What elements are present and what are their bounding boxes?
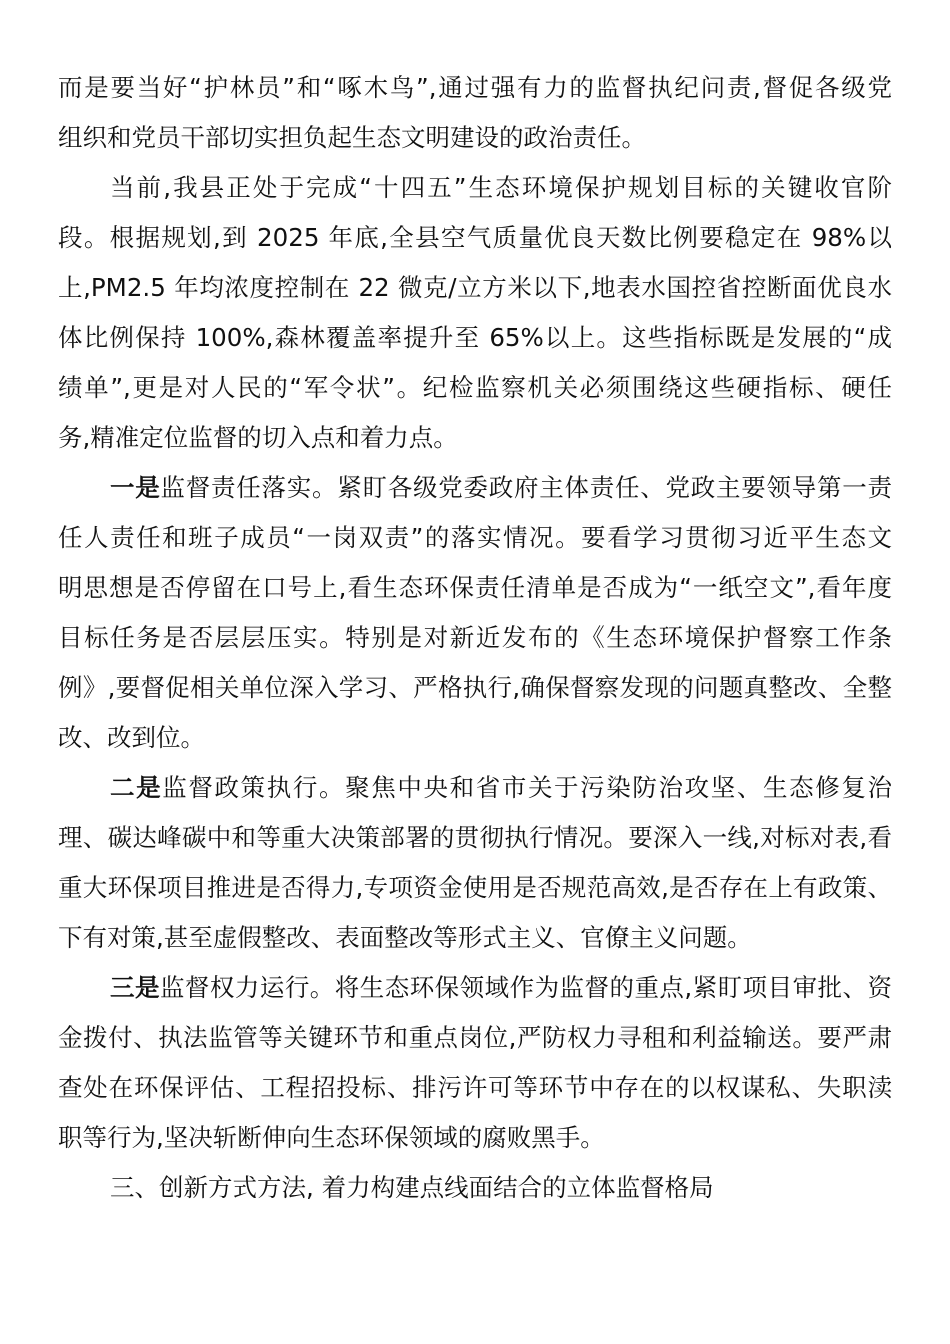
paragraph-point-two — [58, 763, 892, 963]
text-line: 而是要当好“护林员”和“啄木鸟”,通过强有力的监督执纪问责,督促各级党 — [58, 73, 892, 102]
line-text: 监督政策执行。聚焦中央和省市关于污染防治攻坚、生态修复治 — [162, 773, 893, 802]
text-line: 段。根据规划,到 2025 年底,全县空气质量优良天数比例要稳定在 98%以 — [58, 223, 892, 252]
document-page — [58, 63, 892, 1213]
text-line: 改、改到位。 — [58, 723, 205, 752]
text-line: 查处在环保评估、工程招投标、排污许可等环节中存在的以权谋私、失职渎 — [58, 1073, 892, 1102]
text-line: 上,PM2.5 年均浓度控制在 22 微克/立方米以下,地表水国控省控断面优良水 — [58, 273, 892, 302]
section-heading — [58, 1163, 892, 1213]
text-line: 理、碳达峰碳中和等重大决策部署的贯彻执行情况。要深入一线,对标对表,看 — [58, 823, 892, 852]
line-text: 监督责任落实。紧盯各级党委政府主体责任、党政主要领导第一责 — [160, 473, 892, 502]
paragraph-point-one — [58, 463, 892, 763]
text-line: 目标任务是否层层压实。特别是对新近发布的《生态环境保护督察工作条 — [58, 623, 892, 652]
section-heading-text: 三、创新方式方法, 着力构建点线面结合的立体监督格局 — [110, 1173, 714, 1202]
text-line: 明思想是否停留在口号上,看生态环保责任清单是否成为“一纸空文”,看年度 — [58, 573, 892, 602]
text-line — [58, 963, 892, 1013]
text-line: 职等行为,坚决斩断伸向生态环保领域的腐败黑手。 — [58, 1123, 605, 1152]
paragraph-point-three — [58, 963, 892, 1163]
text-line: 体比例保持 100%,森林覆盖率提升至 65%以上。这些指标既是发展的“成 — [58, 323, 892, 352]
paragraph-continuation — [58, 63, 892, 163]
text-line: 金拨付、执法监管等关键环节和重点岗位,严防权力寻租和利益输送。要严肃 — [58, 1023, 892, 1052]
text-line: 务,精准定位监督的切入点和着力点。 — [58, 423, 458, 452]
text-line: 重大环保项目推进是否得力,专项资金使用是否规范高效,是否存在上有政策、 — [58, 873, 892, 902]
line-text: 监督权力运行。将生态环保领域作为监督的重点,紧盯项目审批、资 — [159, 973, 892, 1002]
text-line: 当前,我县正处于完成“十四五”生态环境保护规划目标的关键收官阶 — [110, 173, 892, 202]
text-line — [58, 463, 892, 513]
text-line: 绩单”,更是对人民的“军令状”。纪检监察机关必须围绕这些硬指标、硬任 — [58, 373, 892, 402]
lead-label: 二是 — [110, 773, 163, 802]
text-line: 组织和党员干部切实担负起生态文明建设的政治责任。 — [58, 123, 646, 152]
text-line: 任人责任和班子成员“一岗双责”的落实情况。要看学习贯彻习近平生态文 — [58, 523, 892, 552]
lead-label: 三是 — [110, 973, 160, 1002]
text-line: 例》,要督促相关单位深入学习、严格执行,确保督察发现的问题真整改、全整 — [58, 673, 892, 702]
paragraph-targets — [58, 163, 892, 463]
lead-label: 一是 — [110, 473, 161, 502]
text-line: 下有对策,甚至虚假整改、表面整改等形式主义、官僚主义问题。 — [58, 923, 752, 952]
text-line — [58, 763, 892, 813]
